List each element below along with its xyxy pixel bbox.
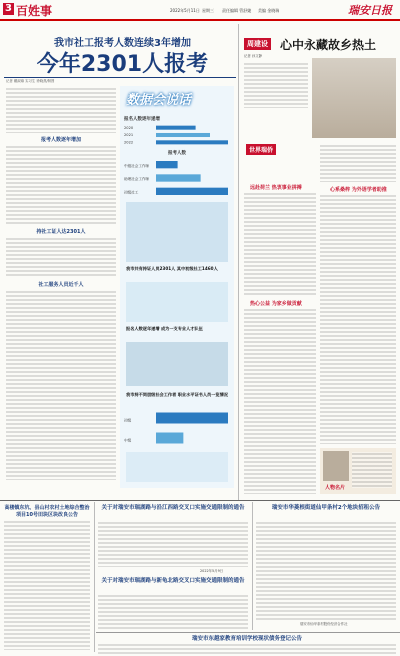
infographic-stat-2: 报名人数逐年递增 成为一支专业人才队伍 — [126, 326, 203, 331]
notice-1-body — [4, 520, 90, 650]
chart1-category-label: 2022 — [124, 140, 134, 145]
name-card-portrait — [323, 451, 349, 481]
chart1-bar — [156, 140, 228, 144]
notice-5-rule — [96, 632, 400, 633]
lead-body-text-2 — [6, 145, 116, 225]
notice-2-body — [98, 521, 248, 567]
lead-body-text-1 — [6, 87, 116, 133]
lead-headline: 今年2301人报考 — [36, 52, 209, 77]
profile-subhead-3: 心系桑梓 为外语学者助推 — [330, 187, 387, 193]
infographic-stat-1: 我市共有持证人员2301人 其中初级社工1460人 — [126, 266, 218, 271]
profile-body-1 — [244, 192, 316, 296]
chart1-bar — [156, 133, 210, 137]
notice-3-body — [98, 594, 248, 630]
header-editor: 责任编辑 管舒婕 — [222, 8, 252, 13]
infographic-photo — [126, 342, 228, 386]
profile-body-2 — [244, 308, 316, 494]
chart2-category-label: 初级社工 — [124, 190, 139, 195]
page-header — [0, 0, 400, 20]
profile-headline: 心中永藏故乡热土 — [280, 38, 377, 52]
notice-3-title: 关于对瑞安市瑞湖路与新龟北路交叉口实施交通限制的通告 — [101, 578, 245, 584]
profile-subhead-2: 热心公益 为家乡做贡献 — [250, 301, 302, 307]
chart1-label: 报名人数逐年递增 — [124, 117, 160, 122]
chart3-label: 我市持不同层级社会工作者 职业水平证书人员一览情况 — [126, 392, 228, 397]
chart3-bar — [156, 413, 228, 424]
infographic-illustration — [126, 282, 228, 322]
notice-5-body — [98, 643, 396, 655]
profile-body-4 — [320, 194, 396, 444]
profile-byline: 记者 孙文静 — [244, 54, 263, 58]
chart1-category-label: 2020 — [124, 125, 134, 130]
profile-lede — [244, 62, 308, 108]
name-card-caption: 人物名片 — [325, 485, 346, 491]
infographic-title: 数据会说话 — [126, 93, 192, 108]
lead-rule — [4, 77, 236, 78]
header-designer: 美编 金晓瑞 — [258, 8, 280, 13]
notice-4-subtitle: 瑞安市仙甲条村股份经济合作社 — [300, 622, 348, 626]
profile-column-tag: 周建设 — [244, 38, 271, 50]
notices-divider-2 — [252, 502, 253, 630]
notice-4-title: 瑞安市华菱根街道仙甲条村2个地块招租公告 — [271, 505, 381, 511]
notices-divider-1 — [94, 502, 95, 652]
chart2-label: 报考人数 — [168, 151, 186, 156]
header-date: 2022年5月11日 — [170, 8, 200, 13]
page-number-badge: 3 — [3, 3, 14, 15]
lead-subhead-2: 持社工证人达2301人 — [36, 229, 86, 235]
lead-body-text-3 — [6, 237, 116, 277]
infographic-image — [126, 202, 228, 262]
chart2-bar — [156, 174, 201, 181]
notice-5-title: 瑞安市东越家教育培训学校现状债务登记公告 — [191, 636, 302, 642]
section-name: 百姓事 — [16, 4, 53, 18]
world-badge: 世界瑞侨 — [246, 144, 276, 155]
chart1-category-label: 2021 — [124, 133, 134, 138]
notice-2-title: 关于对瑞安市瑞湖路与沿江西路交叉口实施交通限制的通告 — [101, 505, 245, 511]
chart2-svg — [124, 158, 230, 198]
notices-top-rule — [0, 500, 400, 501]
profile-portrait — [312, 58, 396, 138]
lead-column-divider — [238, 24, 239, 500]
profile-name-card — [320, 448, 396, 494]
lead-subhead-3: 社工服务人员近千人 — [38, 282, 84, 288]
chart2-category-label: 助理社会工作师 — [124, 177, 150, 182]
infographic-footer-art — [126, 452, 228, 482]
lead-subhead-1: 报考人数逐年增加 — [40, 137, 81, 143]
header-weekday: 星期三 — [202, 8, 214, 13]
chart2-bar — [156, 161, 178, 168]
chart2-bar — [156, 188, 228, 195]
notice-2-date: 2022年5月9日 — [200, 569, 224, 573]
profile-subhead-1: 远赴荷兰 热衷事业拼搏 — [250, 185, 302, 191]
chart3-bar — [156, 433, 183, 444]
chart3-category-label: 中级 — [124, 438, 132, 443]
chart3-svg — [124, 408, 230, 448]
header-rule — [0, 19, 400, 21]
chart1-bar — [156, 126, 196, 130]
lead-kicker: 我市社工报考人数连续3年增加 — [54, 38, 191, 49]
lead-byline: 记者 戴淑瑜 实习生 徐晓燕/制图 — [6, 79, 55, 83]
chart1-svg — [124, 124, 230, 146]
notice-4-body — [256, 521, 396, 621]
masthead-logo: 瑞安日报 — [348, 4, 392, 17]
profile-body-3 — [320, 144, 396, 182]
notice-1-title: 高楼镇东坑、县山村农村土地综合整治项目10号田块区块改良公告 — [4, 505, 90, 518]
chart3-category-label: 初级 — [124, 418, 132, 423]
lead-body-text-4 — [6, 290, 116, 480]
name-card-text — [352, 452, 392, 488]
chart2-category-label: 中级社会工作师 — [124, 163, 150, 168]
infographic-panel — [120, 86, 234, 488]
